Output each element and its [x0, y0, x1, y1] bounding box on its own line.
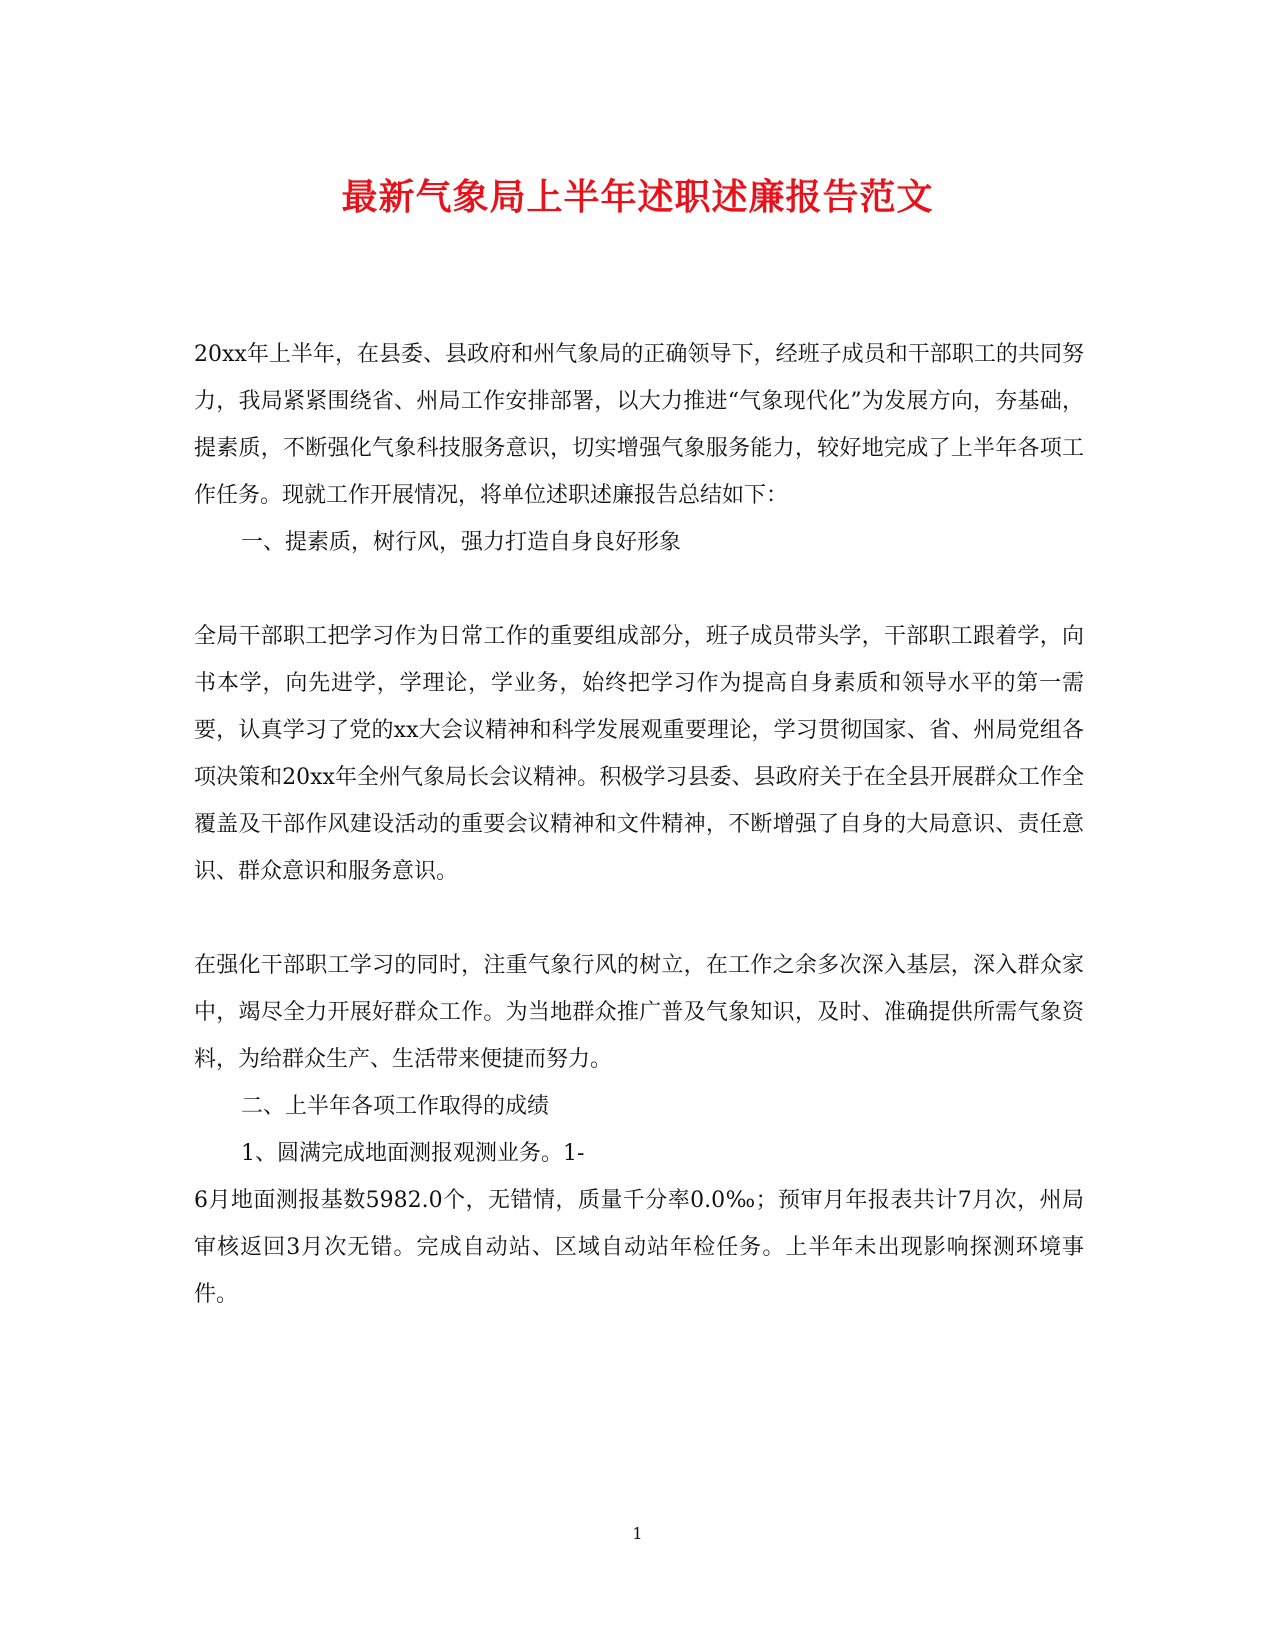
item-heading-1: 1、圆满完成地面测报观测业务。1-	[241, 1141, 585, 1166]
paragraph-gap	[194, 566, 1084, 613]
paragraph-observation: 6月地面测报基数5982.0个，无错情，质量千分率0.0‰；预审月年报表共计7月次，州局审核返回3月次无错。完成自动站、区域自动站年检任务。上半年未出现影响探测环境事件。	[194, 1188, 1084, 1307]
paragraph-study: 全局干部职工把学习作为日常工作的重要组成部分，班子成员带头学，干部职工跟着学，向书本学，向先进学，学理论，学业务，始终把学习作为提高自身素质和领导水平的第一需要，认真学习了党的xx大会议精神和科学发展观重要理论，学习贯彻国家、省、州局党组各项决策和20xx年全州气象局长会议精神。积极学习县委、县政府关于在全县开展群众工作全覆盖及干部作风建设活动的重要会议精神和文件精神，不断增强了自身的大局意识、责任意识、群众意识和服务意识。	[194, 624, 1084, 884]
paragraph-gap	[194, 895, 1084, 942]
document-title: 最新气象局上半年述职述廉报告范文	[341, 176, 934, 218]
page-number: 1	[632, 1524, 643, 1543]
section-heading-1: 一、提素质，树行风，强力打造自身良好形象	[241, 530, 682, 555]
paragraph-intro: 20xx年上半年，在县委、县政府和州气象局的正确领导下，经班子成员和干部职工的共同努力，我局紧紧围绕省、州局工作安排部署，以大力推进“气象现代化”为发展方向，夯基础，提素质，不断强化气象科技服务意识，切实增强气象服务能力，较好地完成了上半年各项工作任务。现就工作开展情况，将单位述职述廉报告总结如下：	[194, 342, 1084, 508]
paragraph-conduct: 在强化干部职工学习的同时，注重气象行风的树立，在工作之余多次深入基层，深入群众家中，竭尽全力开展好群众工作。为当地群众推广普及气象知识，及时、准确提供所需气象资料，为给群众生产、生活带来便捷而努力。	[194, 953, 1084, 1072]
document-body	[194, 331, 1084, 1318]
section-heading-2: 二、上半年各项工作取得的成绩	[241, 1094, 550, 1119]
